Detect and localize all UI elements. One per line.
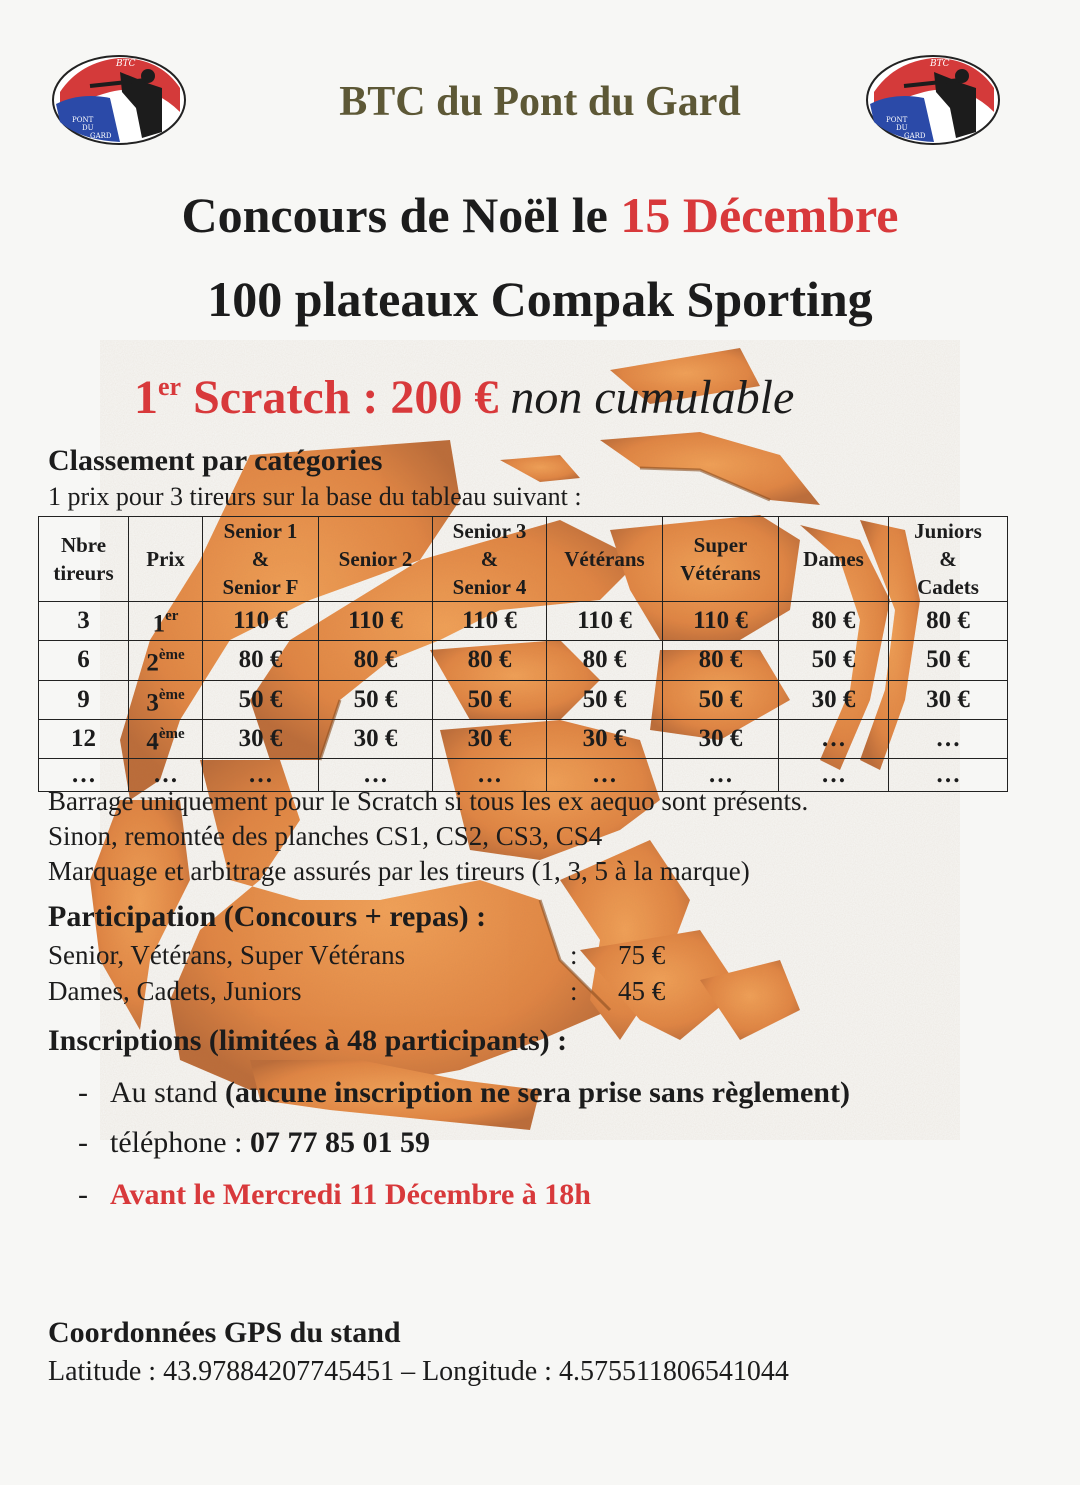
stand-condition: (aucune inscription ne sera prise sans règlement)	[225, 1076, 850, 1109]
participation-colon: :	[570, 976, 578, 1006]
prize-amount-cell: …	[889, 759, 1008, 792]
table-row	[39, 680, 1008, 719]
event-date: 15 Décembre	[620, 187, 899, 243]
header-line: Juniors	[914, 519, 982, 543]
table-header-cell	[203, 517, 319, 602]
participation-title: Participation (Concours + repas) :	[48, 900, 487, 933]
inscription-stand	[78, 1076, 850, 1110]
inscription-phone	[78, 1126, 430, 1160]
rank-number: 1	[152, 610, 166, 638]
logo-text-du: DU	[82, 124, 94, 132]
header-line: tireurs	[53, 561, 114, 585]
bullet-dash: -	[78, 1126, 88, 1159]
club-title: BTC du Pont du Gard	[339, 79, 741, 125]
table-row	[39, 641, 1008, 680]
prize-amount-cell: 30 €	[203, 719, 319, 758]
table-header-cell	[433, 517, 547, 602]
prize-amount-cell: 50 €	[547, 680, 663, 719]
table-row	[39, 602, 1008, 641]
table-body	[39, 602, 1008, 792]
header-line: Nbre	[60, 533, 107, 557]
prize-amount-cell: 30 €	[779, 680, 889, 719]
prize-amount-cell: 110 €	[319, 602, 433, 641]
prize-amount-cell: 50 €	[889, 641, 1008, 680]
participation-label-senior: Senior, Vétérans, Super Vétérans	[48, 940, 406, 970]
header-line: Prix	[146, 547, 185, 571]
prize-amount-cell: 80 €	[779, 602, 889, 641]
classement-title: Classement par catégories	[48, 444, 383, 477]
prize-amount-cell: …	[779, 759, 889, 792]
inscriptions-title: Inscriptions (limitées à 48 participants) :	[48, 1024, 568, 1057]
prize-amount-cell: 80 €	[203, 641, 319, 680]
prize-amount-cell: 30 €	[889, 680, 1008, 719]
rank-suffix: ème	[158, 686, 185, 703]
prize-amount-cell: 80 €	[433, 641, 547, 680]
prize-amount-cell: …	[779, 719, 889, 758]
table-header-cell	[129, 517, 203, 602]
prize-rank-cell	[129, 719, 203, 758]
prize-amount-cell: 80 €	[889, 602, 1008, 641]
note-barrage: Barrage uniquement pour le Scratch si tous les ex aequo sont présents.	[48, 786, 809, 816]
header-line: Senior 2	[338, 547, 413, 571]
shooters-count-cell: …	[39, 759, 129, 792]
header-line: &	[480, 547, 499, 571]
header-line: Senior 1	[223, 519, 298, 543]
prize-amount-cell: …	[547, 759, 663, 792]
scratch-note: non cumulable	[510, 371, 795, 424]
prize-amount-cell: 50 €	[319, 680, 433, 719]
header-line: Senior 3	[452, 519, 527, 543]
shooters-count-cell: 9	[39, 680, 129, 719]
prize-amount-cell: 80 €	[547, 641, 663, 680]
logo-text-gard: GARD	[90, 132, 112, 140]
header-line: Vétérans	[564, 547, 645, 571]
logo-text-gard: GARD	[904, 132, 926, 140]
shooters-count-cell: 12	[39, 719, 129, 758]
stand-prefix: Au stand	[110, 1076, 225, 1109]
scratch-rank-suffix: er	[158, 372, 182, 401]
prize-amount-cell: …	[889, 719, 1008, 758]
logo-text-btc: BTC	[116, 59, 136, 69]
prize-amount-cell: 110 €	[433, 602, 547, 641]
participation-label-dames: Dames, Cadets, Juniors	[48, 976, 302, 1006]
shooters-count-cell: 6	[39, 641, 129, 680]
header-line: Super	[693, 533, 748, 557]
event-title	[0, 186, 1080, 244]
header-line: &	[251, 547, 270, 571]
gps-title: Coordonnées GPS du stand	[48, 1316, 401, 1349]
header-line: Dames	[803, 547, 864, 571]
note-remontee: Sinon, remontée des planches CS1, CS2, CS3, CS4	[48, 821, 603, 851]
logo-text-btc: BTC	[930, 59, 950, 69]
header-line: Cadets	[917, 575, 979, 599]
rank-suffix: ème	[158, 725, 185, 742]
prize-rank-cell	[129, 680, 203, 719]
rank-number: 4	[146, 728, 159, 756]
rank-suffix: er	[165, 608, 179, 624]
prize-amount-cell: …	[433, 759, 547, 792]
prize-amount-cell: 80 €	[663, 641, 779, 680]
header-line: Senior 4	[452, 575, 527, 599]
deadline-text: Avant le Mercredi 11 Décembre à 18h	[110, 1178, 591, 1211]
scratch-label: Scratch : 200 €	[181, 371, 511, 424]
prize-amount-cell: 50 €	[779, 641, 889, 680]
event-format: 100 plateaux Compak Sporting	[207, 271, 873, 327]
prize-amount-cell: 30 €	[319, 719, 433, 758]
table-header-cell	[663, 517, 779, 602]
shooters-count-cell: 3	[39, 602, 129, 641]
phone-number: 07 77 85 01 59	[249, 1126, 430, 1159]
event-title-prefix: Concours de Noël le	[181, 187, 621, 243]
header-line: &	[939, 547, 957, 571]
prize-amount-cell: 30 €	[547, 719, 663, 758]
prize-rank-cell	[129, 602, 203, 641]
table-header-cell	[319, 517, 433, 602]
prize-amount-cell: 110 €	[547, 602, 663, 641]
table-header-cell	[39, 517, 129, 602]
prize-amount-cell: 50 €	[433, 680, 547, 719]
header-line: Senior F	[222, 575, 299, 599]
classement-subtitle: 1 prix pour 3 tireurs sur la base du tableau suivant :	[48, 482, 582, 511]
prize-amount-cell: 30 €	[433, 719, 547, 758]
rank-suffix: ème	[158, 647, 185, 664]
table-row	[39, 719, 1008, 758]
prize-amount-cell: …	[203, 759, 319, 792]
rank-number: …	[153, 761, 178, 789]
rank-number: 3	[146, 688, 159, 716]
scratch-prize	[134, 370, 794, 425]
prize-amount-cell: 110 €	[663, 602, 779, 641]
participation-colon: :	[570, 940, 578, 970]
inscription-deadline	[78, 1178, 591, 1212]
bullet-dash: -	[78, 1076, 88, 1109]
prize-amount-cell: 80 €	[319, 641, 433, 680]
prize-amount-cell: 30 €	[663, 719, 779, 758]
prize-amount-cell: 50 €	[663, 680, 779, 719]
phone-prefix: téléphone :	[110, 1126, 250, 1159]
scratch-rank: 1	[134, 371, 158, 424]
logo-text-pont: PONT	[72, 116, 94, 124]
rank-number: 2	[146, 649, 159, 677]
prize-amount-cell: …	[663, 759, 779, 792]
prize-amount-cell: 50 €	[203, 680, 319, 719]
table-header-row	[39, 517, 1008, 602]
gps-coordinates: Latitude : 43.97884207745451 – Longitude : 4.575511806541044	[48, 1356, 789, 1387]
rules-notes	[48, 784, 808, 889]
table-header-cell	[547, 517, 663, 602]
participation-price-senior: 75 €	[618, 940, 666, 970]
table-header-cell	[779, 517, 889, 602]
bullet-dash: -	[78, 1178, 88, 1211]
logo-text-du: DU	[896, 124, 908, 132]
prize-table	[38, 516, 1008, 792]
prize-rank-cell	[129, 641, 203, 680]
table-header-cell	[889, 517, 1008, 602]
prize-amount-cell: 110 €	[203, 602, 319, 641]
participation-price-dames: 45 €	[618, 976, 666, 1006]
prize-amount-cell: …	[319, 759, 433, 792]
note-marquage: Marquage et arbitrage assurés par les tireurs (1, 3, 5 à la marque)	[48, 856, 750, 886]
header-line: Vétérans	[680, 561, 761, 585]
logo-text-pont: PONT	[886, 116, 908, 124]
